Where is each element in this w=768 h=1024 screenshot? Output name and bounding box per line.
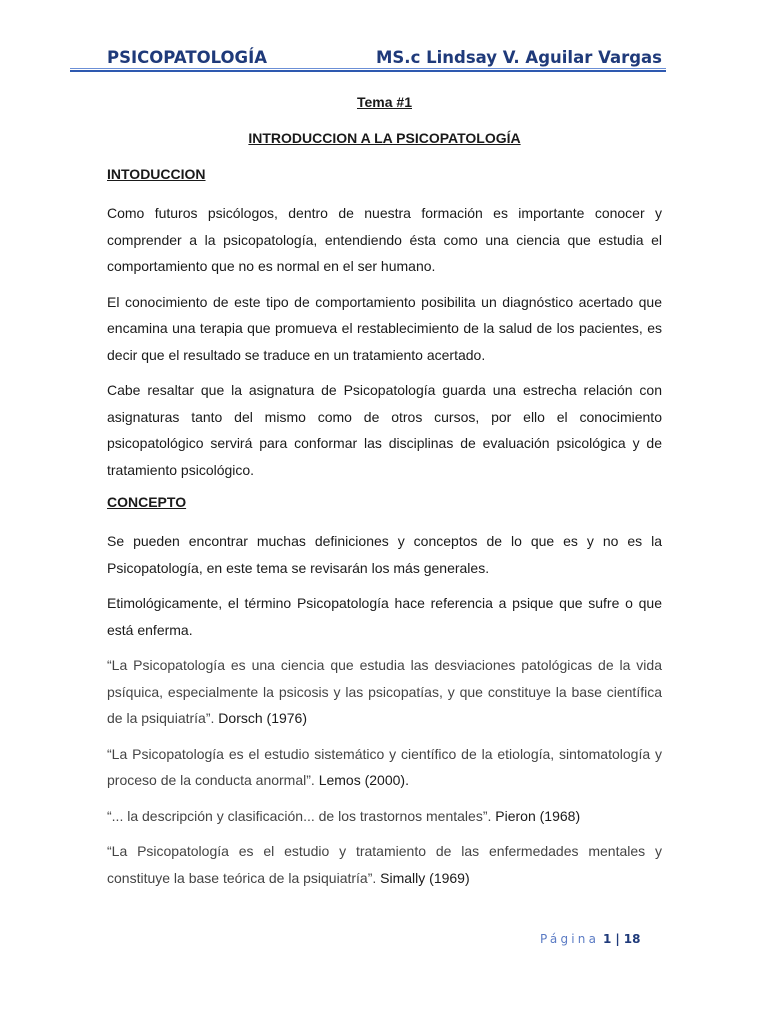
page-separator: |	[615, 932, 620, 946]
quote-author: Dorsch (1976)	[218, 710, 307, 726]
document-body	[107, 92, 662, 900]
current-page-number: 1	[603, 932, 612, 946]
author-name: MS.c Lindsay V. Aguilar Vargas	[376, 48, 662, 67]
section-heading-introduccion: INTODUCCION	[107, 166, 206, 182]
section-heading-concepto: CONCEPTO	[107, 494, 187, 510]
quote-author: Pieron (1968)	[495, 807, 581, 824]
definition-quote	[107, 803, 662, 830]
paragraph: Se pueden encontrar muchas definiciones y conceptos de lo que es y no es la Psicopatología, en este tema se revisarán los más generales.	[107, 533, 662, 576]
course-title: PSICOPATOLOGÍA	[107, 48, 268, 67]
paragraph: El conocimiento de este tipo de comportamiento posibilita un diagnóstico acertado que encamina una terapia que promueva el restablecimiento de la salud de los pacientes, es decir que el resultado se traduce en un tratamiento acertado.	[107, 293, 662, 363]
header-rule	[70, 68, 666, 72]
definition-quote	[107, 652, 662, 732]
total-pages: 18	[623, 932, 641, 946]
paragraph: Cabe resaltar que la asignatura de Psicopatología guarda una estrecha relación con asignaturas tanto del mismo como de otros cursos, por ello el conocimiento psicopatológico servirá para conformar las disciplinas de evaluación psicológica y de tratamiento psicológico.	[107, 382, 662, 478]
page-footer	[540, 932, 640, 946]
quote-text: “... la descripción y clasificación... de los trastornos mentales”.	[107, 807, 492, 824]
page-label: Página	[540, 932, 600, 946]
quote-author: Lemos (2000).	[318, 772, 409, 788]
quote-text: “La Psicopatología es el estudio y tratamiento de las enfermedades mentales y constituye la base teórica de la psiquiatría”.	[107, 843, 662, 886]
quote-text: “La Psicopatología es el estudio sistemático y científico de la etiología, sintomatología y proceso de la conducta anormal”.	[107, 745, 662, 788]
quote-author: Simally (1969)	[380, 869, 470, 886]
document-title: INTRODUCCION A LA PSICOPATOLOGÍA	[248, 130, 521, 146]
paragraph: Como futuros psicólogos, dentro de nuestra formación es importante conocer y comprender a la psicopatología, entendiendo ésta como una ciencia que estudia el comportamiento que no es normal en el ser humano.	[107, 205, 662, 274]
paragraph: Etimológicamente, el término Psicopatología hace referencia a psique que sufre o que está enferma.	[107, 595, 662, 638]
definition-quote	[107, 741, 662, 794]
definition-quote	[107, 838, 662, 891]
quote-text: “La Psicopatología es una ciencia que estudia las desviaciones patológicas de la vida psíquica, especialmente la psicosis y las psicopatías, y que constituye la base científica de la psiquiatría”.	[107, 657, 662, 726]
topic-number: Tema #1	[357, 94, 412, 110]
